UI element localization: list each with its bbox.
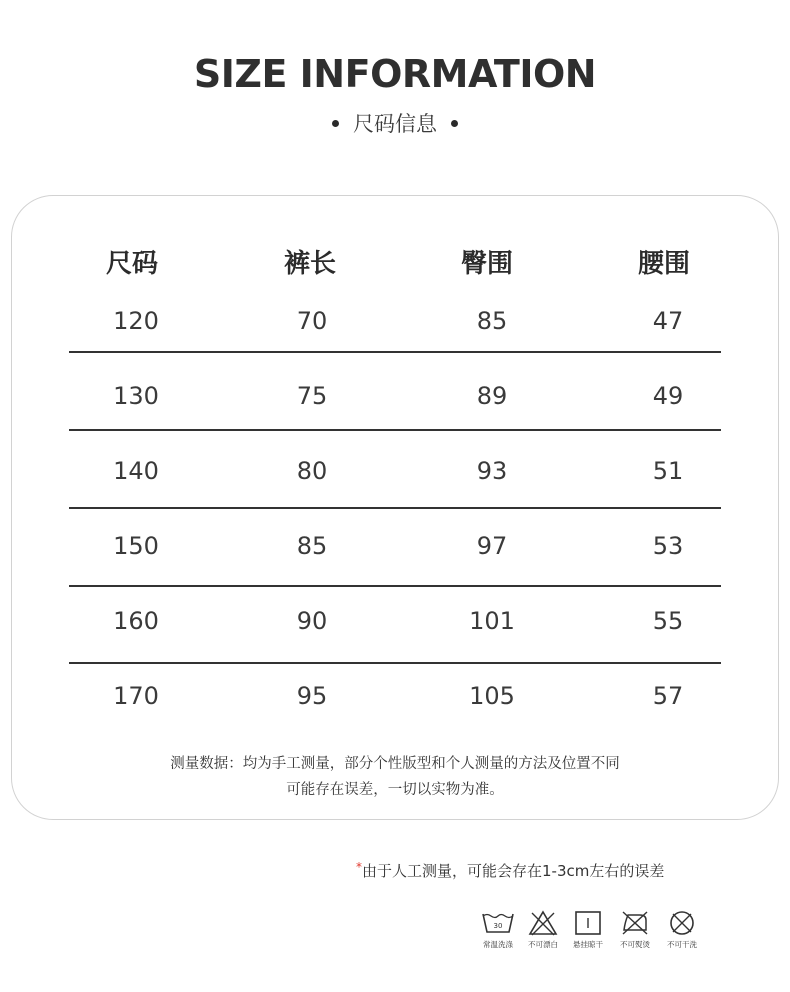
- table-cell: 140: [113, 457, 159, 485]
- table-cell: 75: [296, 382, 328, 410]
- row-divider: [69, 507, 721, 509]
- row-divider: [69, 585, 721, 587]
- measurement-note-line2: 可能存在误差，一切以实物为准。: [286, 782, 504, 798]
- table-cell: 90: [296, 607, 328, 635]
- table-cell: 85: [476, 307, 508, 335]
- bullet-dot-left: [332, 120, 339, 127]
- table-cell: 89: [476, 382, 508, 410]
- asterisk-mark: *: [356, 860, 362, 874]
- care-item-dryclean: [657, 910, 707, 950]
- table-cell: 120: [113, 307, 159, 335]
- wash-temperature: 30: [493, 922, 503, 930]
- table-cell: 85: [296, 532, 328, 560]
- care-label: 不可漂白: [528, 940, 558, 949]
- error-footnote: [356, 860, 664, 881]
- subtitle-text: 尺码信息: [353, 112, 437, 136]
- no-iron-icon: [620, 910, 650, 936]
- table-cell: 49: [652, 382, 684, 410]
- table-cell: 130: [113, 382, 159, 410]
- no-bleach-icon: [528, 910, 558, 936]
- header-waist: 腰围: [637, 249, 690, 279]
- wash-30-icon: [481, 910, 515, 936]
- care-label: 不可干洗: [667, 940, 697, 949]
- table-cell: 51: [652, 457, 684, 485]
- header-pants-length: 裤长: [283, 249, 336, 279]
- row-divider: [69, 351, 721, 353]
- care-label: 常温洗涤: [483, 940, 513, 949]
- header-size: 尺码: [105, 249, 158, 279]
- table-cell: 57: [652, 682, 684, 710]
- care-item-iron: [610, 910, 660, 950]
- table-cell: 95: [296, 682, 328, 710]
- table-cell: 80: [296, 457, 328, 485]
- page-subtitle: [0, 108, 790, 138]
- hang-dry-icon: [573, 910, 603, 936]
- table-cell: 160: [113, 607, 159, 635]
- header-hip: 臀围: [460, 249, 513, 279]
- table-cell: 70: [296, 307, 328, 335]
- footnote-text: 由于人工测量，可能会存在1-3cm左右的误差: [362, 862, 665, 880]
- no-dry-clean-icon: [667, 910, 697, 936]
- table-cell: 47: [652, 307, 684, 335]
- care-item-dry: [563, 910, 613, 950]
- bullet-dot-right: [451, 120, 458, 127]
- page-title: SIZE INFORMATION: [193, 52, 597, 96]
- table-cell: 53: [652, 532, 684, 560]
- table-cell: 101: [469, 607, 515, 635]
- care-label: 悬挂晾干: [573, 940, 603, 949]
- table-cell: 170: [113, 682, 159, 710]
- table-cell: 105: [469, 682, 515, 710]
- row-divider: [69, 662, 721, 664]
- row-divider: [69, 429, 721, 431]
- table-cell: 93: [476, 457, 508, 485]
- care-label: 不可熨烫: [620, 940, 650, 949]
- measurement-note-line1: 测量数据：均为手工测量，部分个性版型和个人测量的方法及位置不同: [170, 756, 620, 772]
- table-cell: 97: [476, 532, 508, 560]
- table-cell: 55: [652, 607, 684, 635]
- care-item-wash: [473, 910, 523, 950]
- care-item-bleach: [518, 910, 568, 950]
- table-cell: 150: [113, 532, 159, 560]
